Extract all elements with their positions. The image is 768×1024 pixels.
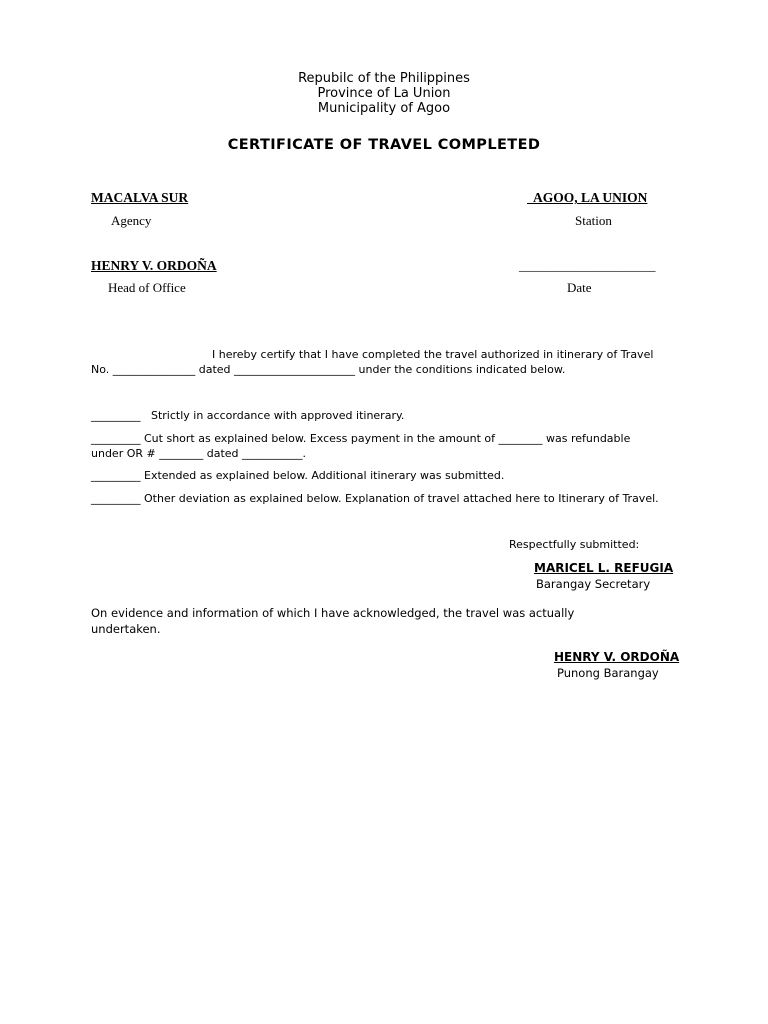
certify-line-2: No. _______________ dated ______________________ under the conditions indicated below.	[91, 363, 566, 376]
agency-value: MACALVA SUR	[91, 190, 189, 205]
option-strict: _________ Strictly in accordance with approved itinerary.	[91, 409, 405, 422]
agency-label: Agency	[111, 213, 152, 228]
header-republic: Repubilc of the Philippines	[298, 71, 470, 86]
header-municipality: Municipality of Agoo	[317, 101, 451, 116]
secretary-name: MARICEL L. REFUGIA	[534, 561, 674, 575]
option-cut-short-or: under OR # ________ dated ___________.	[91, 447, 306, 460]
option-cut-short: _________ Cut short as explained below. Excess payment in the amount of ________ was refundable	[91, 432, 631, 445]
option-other-deviation: _________ Other deviation as explained below. Explanation of travel attached here to Itinerary of Travel.	[91, 492, 659, 505]
head-of-office-label: Head of Office	[108, 280, 186, 295]
document-title: CERTIFICATE OF TRAVEL COMPLETED	[227, 137, 541, 153]
punong-barangay-name: HENRY V. ORDOÑA	[554, 650, 680, 664]
date-value: _____________________	[519, 258, 656, 273]
head-of-office-value: HENRY V. ORDOÑA	[91, 258, 217, 273]
evidence-line-2: undertaken.	[91, 622, 161, 636]
station-label: Station	[575, 213, 612, 228]
punong-barangay-position: Punong Barangay	[557, 666, 659, 680]
respectfully-submitted: Respectfully submitted:	[509, 538, 640, 551]
secretary-position: Barangay Secretary	[536, 577, 651, 591]
certify-line-1: I hereby certify that I have completed the travel authorized in itinerary of Travel	[212, 348, 654, 361]
option-extended: _________ Extended as explained below. Additional itinerary was submitted.	[91, 469, 505, 482]
station-value: AGOO, LA UNION	[527, 190, 648, 205]
date-label: Date	[567, 280, 592, 295]
header-province: Province of La Union	[317, 86, 451, 101]
evidence-line-1: On evidence and information of which I have acknowledged, the travel was actually	[91, 606, 575, 620]
